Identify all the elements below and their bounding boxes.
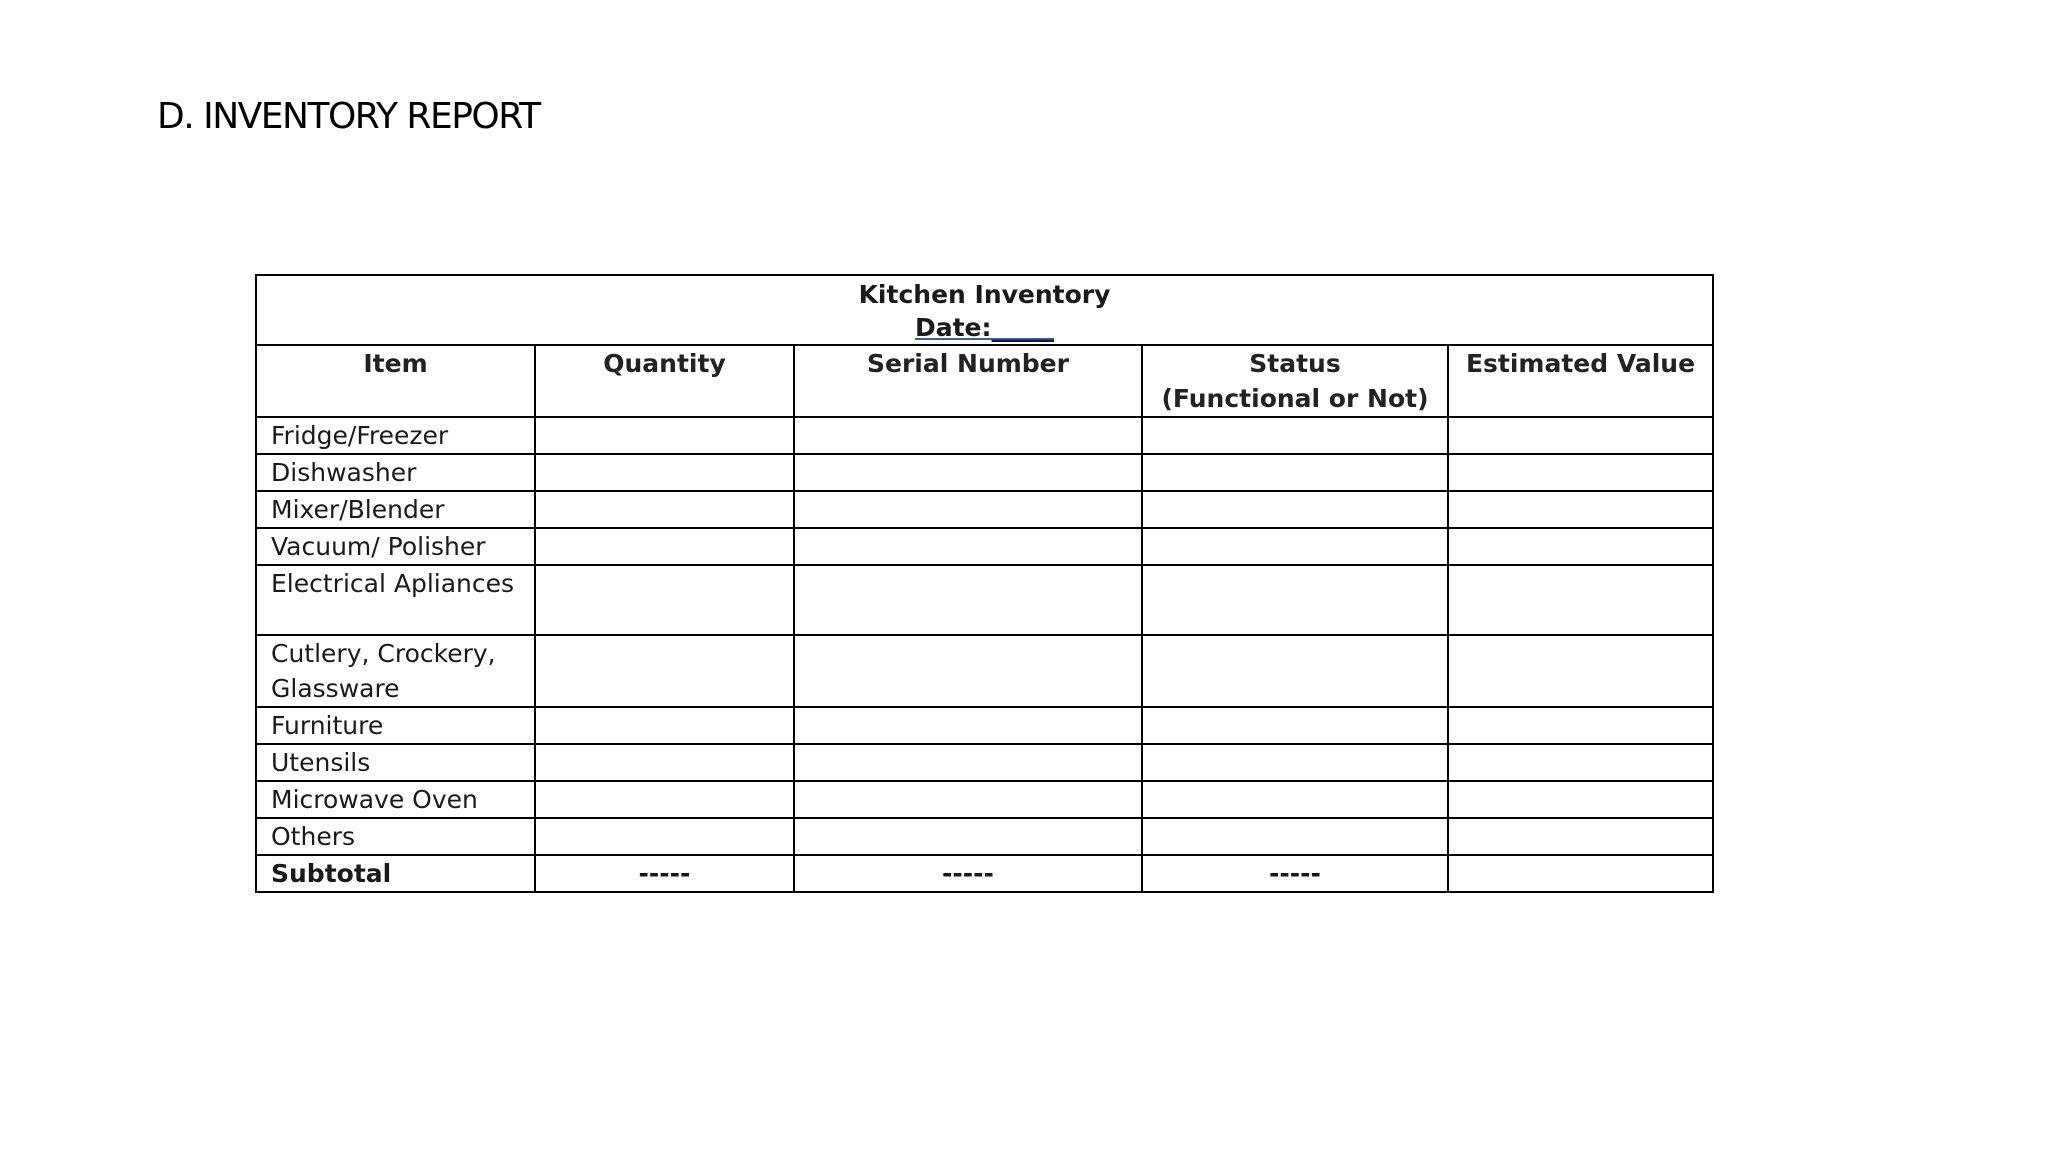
item-cell: Dishwasher [256, 454, 535, 491]
subtotal-serial-number: ----- [794, 855, 1142, 892]
estimated-value-cell[interactable] [1448, 635, 1713, 707]
table-row [256, 417, 1713, 454]
serial-number-cell[interactable] [794, 491, 1142, 528]
serial-number-cell[interactable] [794, 707, 1142, 744]
status-cell[interactable] [1142, 818, 1448, 855]
estimated-value-cell[interactable] [1448, 781, 1713, 818]
estimated-value-cell[interactable] [1448, 491, 1713, 528]
quantity-cell[interactable] [535, 454, 794, 491]
subtotal-label: Subtotal [256, 855, 535, 892]
inventory-table-container [255, 274, 1714, 893]
item-cell: Vacuum/ Polisher [256, 528, 535, 565]
status-cell[interactable] [1142, 707, 1448, 744]
header-row [256, 345, 1713, 417]
quantity-cell[interactable] [535, 491, 794, 528]
subtotal-estimated-value[interactable] [1448, 855, 1713, 892]
quantity-cell[interactable] [535, 528, 794, 565]
status-cell[interactable] [1142, 528, 1448, 565]
table-row [256, 635, 1713, 707]
item-cell: Fridge/Freezer [256, 417, 535, 454]
quantity-cell[interactable] [535, 417, 794, 454]
status-cell[interactable] [1142, 635, 1448, 707]
status-cell[interactable] [1142, 454, 1448, 491]
serial-number-cell[interactable] [794, 818, 1142, 855]
caption-row [256, 275, 1713, 345]
estimated-value-cell[interactable] [1448, 818, 1713, 855]
quantity-cell[interactable] [535, 635, 794, 707]
table-row [256, 707, 1713, 744]
item-cell: Others [256, 818, 535, 855]
table-row [256, 818, 1713, 855]
estimated-value-cell[interactable] [1448, 454, 1713, 491]
item-cell: Furniture [256, 707, 535, 744]
kitchen-inventory-table [255, 274, 1714, 893]
quantity-cell[interactable] [535, 565, 794, 635]
status-cell[interactable] [1142, 417, 1448, 454]
quantity-cell[interactable] [535, 744, 794, 781]
header-item: Item [256, 345, 535, 417]
table-row [256, 781, 1713, 818]
quantity-cell[interactable] [535, 781, 794, 818]
serial-number-cell[interactable] [794, 565, 1142, 635]
serial-number-cell[interactable] [794, 635, 1142, 707]
estimated-value-cell[interactable] [1448, 417, 1713, 454]
status-cell[interactable] [1142, 744, 1448, 781]
item-cell: Electrical Apliances [256, 565, 535, 635]
page-title: D. INVENTORY REPORT [157, 96, 540, 137]
subtotal-status: ----- [1142, 855, 1448, 892]
serial-number-cell[interactable] [794, 417, 1142, 454]
header-status [1142, 345, 1448, 417]
item-cell: Mixer/Blender [256, 491, 535, 528]
header-status-line2: (Functional or Not) [1161, 384, 1429, 413]
status-cell[interactable] [1142, 781, 1448, 818]
table-row [256, 565, 1713, 635]
status-cell[interactable] [1142, 491, 1448, 528]
serial-number-cell[interactable] [794, 454, 1142, 491]
status-cell[interactable] [1142, 565, 1448, 635]
quantity-cell[interactable] [535, 707, 794, 744]
estimated-value-cell[interactable] [1448, 565, 1713, 635]
header-estimated-value: Estimated Value [1448, 345, 1713, 417]
serial-number-cell[interactable] [794, 781, 1142, 818]
estimated-value-cell[interactable] [1448, 744, 1713, 781]
table-caption [256, 275, 1713, 345]
header-quantity: Quantity [535, 345, 794, 417]
estimated-value-cell[interactable] [1448, 528, 1713, 565]
table-row [256, 744, 1713, 781]
table-row [256, 491, 1713, 528]
item-cell: Cutlery, Crockery, Glassware [256, 635, 535, 707]
quantity-cell[interactable] [535, 818, 794, 855]
serial-number-cell[interactable] [794, 528, 1142, 565]
serial-number-cell[interactable] [794, 744, 1142, 781]
subtotal-row [256, 855, 1713, 892]
subtotal-quantity: ----- [535, 855, 794, 892]
item-cell: Microwave Oven [256, 781, 535, 818]
header-status-line1: Status [1249, 349, 1341, 378]
item-cell: Utensils [256, 744, 535, 781]
header-serial-number: Serial Number [794, 345, 1142, 417]
table-row [256, 454, 1713, 491]
estimated-value-cell[interactable] [1448, 707, 1713, 744]
table-row [256, 528, 1713, 565]
date-field[interactable]: Date:_____ [914, 313, 1055, 342]
table-title: Kitchen Inventory [858, 280, 1111, 309]
